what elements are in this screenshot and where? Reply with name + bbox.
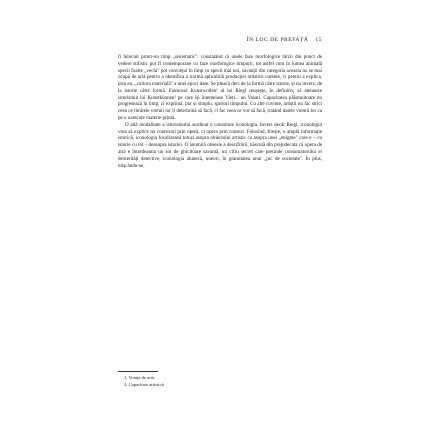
paragraph-2: O altă modalitate a istorismului surdinat o constituie iconologia. Invers decât Riegl, iconologul vrea să explice nu contextul prin operă, ci opera prin context. Folosind, firește, o amplă informație istorică, iconologia focalizează totuși asupra obiectului artistic ca asupra unei „enigme" care e – cu istorie cu tot – deasupra istoriei. O anumită obsesie a descifrării, născută din prejudecata că opera de artă e întotdeauna un soi de ghicitoare savantă, un cifru secret care pretinde consumatorului ei dexterități detective, iconologia alunecă, uneori, în gratuitatea unui „joc de societate". În plus, mișcându-se, xyxy=(118,121,322,169)
paragraph-1: fi înlocuit printr-un timp „sistematic": constatând că unele faze morfologice târzii din punct de vedere stilistic pot fi contemporane cu faze morfologice timpurii, tot astfel cum în lumea animală specii foarte „vechi" pot conviețui în timp cu specii mai noi, savanții din categoria aceasta nu se mai ocupă de artă pentru a identifica o normă aplicabilă producției artistice curente, ci pentru a explica, prin ea, „cultura materială" a unei epoci date. Se pleacă deci de la formă către istorie, și nu invers, de la istorie către formă. Faimosul Kunstwollen¹ al lui Riegl reușește, în definitiv, să atenueze istorismul lui Kunstkönnen² pe care își întemeiase Vieți... un Vasari. Capacitatea plăsmuitoare nu progresează în timp, ci exprimă, pur și simplu, spiritul timpului. Cu alte cuvinte, artiștii nu fac strict ceea ce limitele vremii lor îi determină să facă, ci fac ceea ce vor să facă, tratând datele vremii lor ca pe o oarecare materie primă. xyxy=(118,54,322,122)
footnotes xyxy=(124,374,322,388)
body-text xyxy=(118,54,322,169)
running-head xyxy=(118,37,322,43)
footnote-separator xyxy=(118,371,158,372)
page-number: 15 xyxy=(315,37,322,43)
footnote-1: 1. Voința de artă. xyxy=(124,375,156,380)
running-head-title: ÎN LOC DE PREFAȚĂ xyxy=(246,37,309,43)
footnote-2: 2. Capacitate artistică. xyxy=(124,382,165,388)
